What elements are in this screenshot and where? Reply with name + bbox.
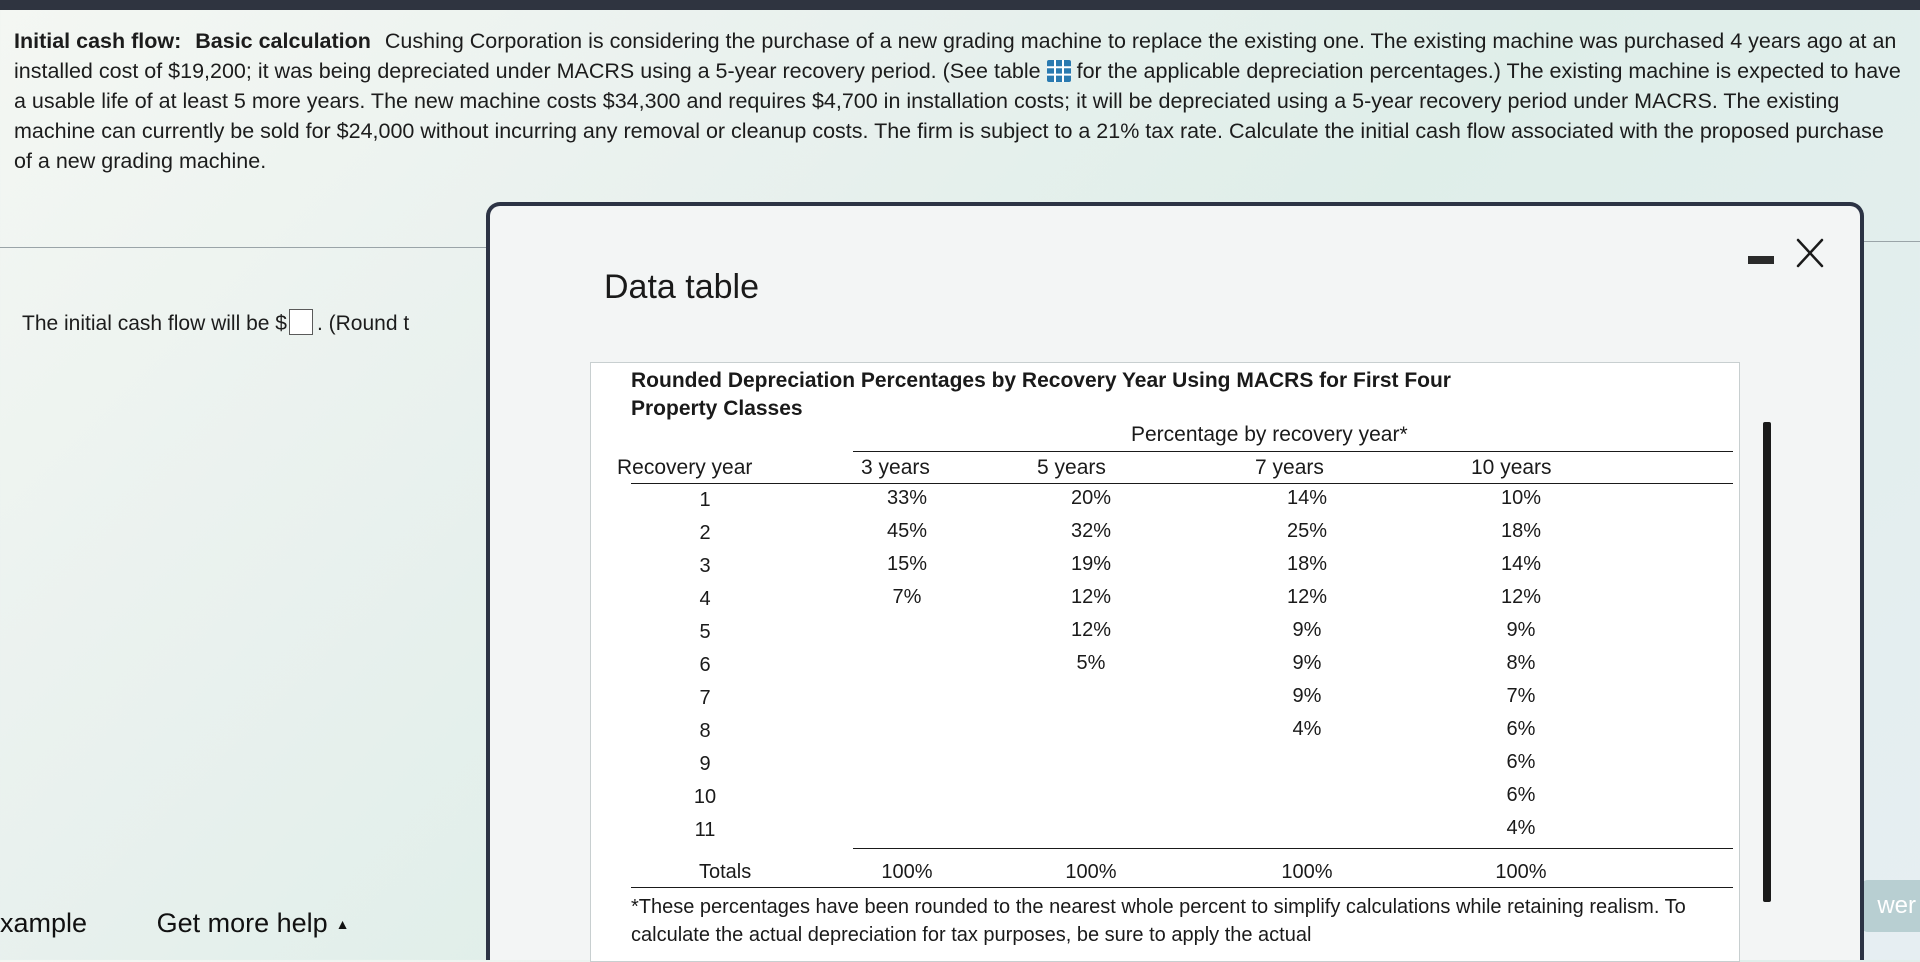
answer-input[interactable] xyxy=(289,309,313,335)
group-header-rule xyxy=(853,451,1733,452)
caret-up-icon: ▲ xyxy=(335,916,350,932)
table-title: Rounded Depreciation Percentages by Recovery Year Using MACRS for First Four Property Classes xyxy=(631,369,1451,420)
totals-rule xyxy=(853,848,1733,849)
cell-5-years: 12% xyxy=(1070,586,1112,608)
problem-statement xyxy=(14,26,1904,176)
total-5-years: 100% xyxy=(1065,861,1117,883)
cell-10-years: 4% xyxy=(1506,817,1536,839)
close-icon xyxy=(1794,236,1826,270)
table-footnote: *These percentages have been rounded to the nearest whole percent to simplify calculations while retaining realism. To calculate the actual depreciation for tax purposes, be sure to apply the actual xyxy=(631,896,1686,946)
recovery-year-cell: 6 xyxy=(699,654,711,676)
cell-10-years: 6% xyxy=(1506,718,1536,740)
col-header-10-years: 10 years xyxy=(1471,456,1552,479)
get-more-help-button[interactable] xyxy=(157,908,350,938)
cell-5-years: 20% xyxy=(1070,487,1112,509)
recovery-year-cell: 7 xyxy=(699,687,711,709)
cell-3-years: 45% xyxy=(886,520,928,542)
cell-7-years: 9% xyxy=(1292,652,1322,674)
cell-10-years: 12% xyxy=(1500,586,1542,608)
cell-7-years: 25% xyxy=(1286,520,1328,542)
cell-3-years: 33% xyxy=(886,487,928,509)
table-icon[interactable] xyxy=(1047,60,1071,82)
data-table-modal xyxy=(486,202,1864,960)
depreciation-table xyxy=(590,362,1740,962)
cell-5-years: 19% xyxy=(1070,553,1112,575)
close-button[interactable] xyxy=(1794,236,1826,270)
cell-10-years: 14% xyxy=(1500,553,1542,575)
col-header-recovery-year: Recovery year xyxy=(617,456,753,479)
problem-text-1: Cushing Corporation is considering the purchase of a new grading machine to replace the existing one. The existing machine was purchased 4 years ago at an installed cost of $19,200; it was being depreciated under MACRS using a 5-year recovery period. (See table xyxy=(14,29,1897,83)
recovery-year-cell: 2 xyxy=(699,522,711,544)
minimize-button[interactable] xyxy=(1748,256,1774,264)
cell-10-years: 9% xyxy=(1506,619,1536,641)
cell-7-years: 9% xyxy=(1292,685,1322,707)
cell-5-years: 32% xyxy=(1070,520,1112,542)
recovery-year-cell: 5 xyxy=(699,621,711,643)
cell-7-years: 14% xyxy=(1286,487,1328,509)
group-header: Percentage by recovery year* xyxy=(1131,423,1408,446)
total-7-years: 100% xyxy=(1281,861,1333,883)
modal-title: Data table xyxy=(604,268,759,306)
cell-5-years: 5% xyxy=(1076,652,1106,674)
problem-text-2: for the applicable depreciation percentages.) The existing machine is expected to have a usable life of at least 5 more years. The new machine costs $34,300 and requires $4,700 in installation costs; it will be depreciated using a 5-year recovery period under MACRS. The existing machine can currently be sold for $24,000 without incurring any removal or cleanup costs. The firm is subject to a 21% tax rate. Calculate the initial cash flow associated with the proposed purchase of a new grading machine. xyxy=(14,59,1901,173)
recovery-year-cell: 4 xyxy=(699,588,711,610)
total-10-years: 100% xyxy=(1495,861,1547,883)
cell-7-years: 4% xyxy=(1292,718,1322,740)
totals-bottom-rule xyxy=(631,887,1733,888)
answer-suffix: . (Round t xyxy=(316,312,410,335)
answer-prefix: The initial cash flow will be $ xyxy=(22,312,287,335)
footer-links xyxy=(0,908,350,939)
recovery-year-cell: 8 xyxy=(699,720,711,742)
cell-10-years: 6% xyxy=(1506,784,1536,806)
column-header-rule xyxy=(631,483,1733,484)
answer-tab[interactable]: wer xyxy=(1860,880,1920,932)
cell-10-years: 10% xyxy=(1500,487,1542,509)
top-bar xyxy=(0,0,1920,10)
total-3-years: 100% xyxy=(881,861,933,883)
cell-7-years: 18% xyxy=(1286,553,1328,575)
section-divider-right xyxy=(1858,241,1920,242)
table-scrollbar[interactable] xyxy=(1763,422,1771,902)
cell-10-years: 8% xyxy=(1506,652,1536,674)
answer-prompt xyxy=(22,309,409,336)
recovery-year-cell: 3 xyxy=(699,555,711,577)
cell-10-years: 18% xyxy=(1500,520,1542,542)
cell-3-years: 15% xyxy=(886,553,928,575)
section-divider xyxy=(0,247,490,248)
get-more-help-label: Get more help xyxy=(156,908,328,938)
recovery-year-cell: 10 xyxy=(693,786,717,808)
cell-10-years: 7% xyxy=(1506,685,1536,707)
cell-10-years: 6% xyxy=(1506,751,1536,773)
col-header-7-years: 7 years xyxy=(1255,456,1324,479)
recovery-year-cell: 9 xyxy=(699,753,711,775)
recovery-year-cell: 1 xyxy=(699,489,711,511)
col-header-3-years: 3 years xyxy=(861,456,930,479)
cell-3-years: 7% xyxy=(892,586,922,608)
example-link[interactable]: xample xyxy=(0,908,88,938)
totals-label: Totals xyxy=(699,861,752,883)
col-header-5-years: 5 years xyxy=(1037,456,1106,479)
cell-5-years: 12% xyxy=(1070,619,1112,641)
problem-heading: Initial cash flow: xyxy=(14,29,182,53)
cell-7-years: 9% xyxy=(1292,619,1322,641)
cell-7-years: 12% xyxy=(1286,586,1328,608)
recovery-year-cell: 11 xyxy=(694,819,716,841)
problem-subheading: Basic calculation xyxy=(195,29,371,53)
